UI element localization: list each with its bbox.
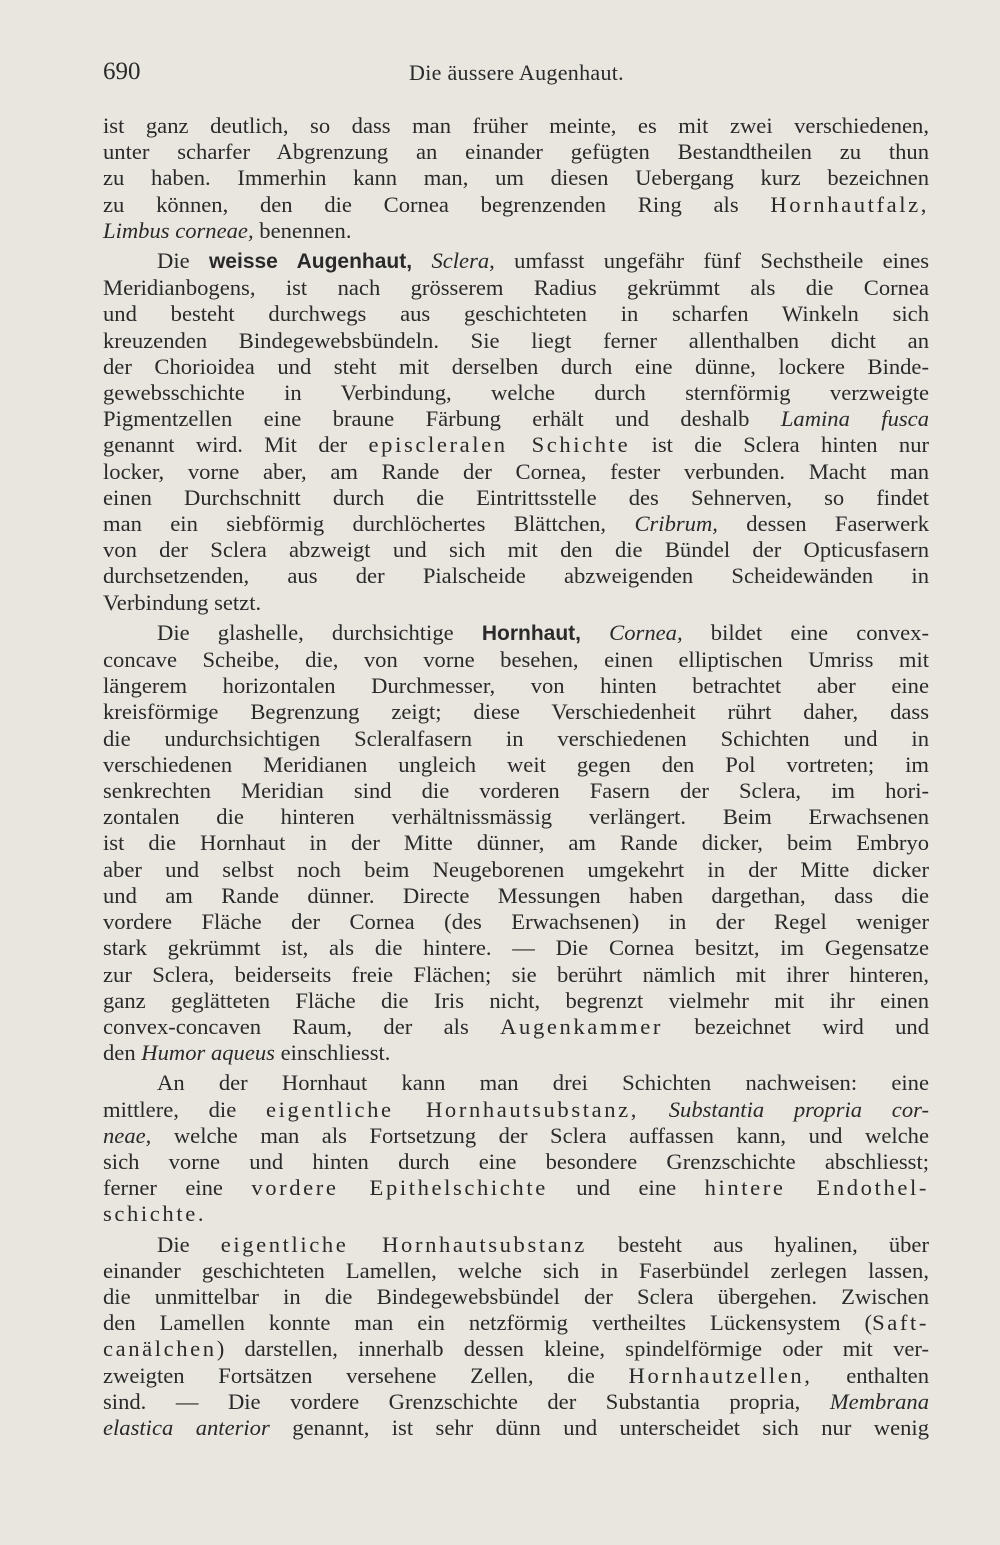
latin-term: Sclera, (431, 248, 495, 274)
bold-term: weisse Augenhaut, (208, 250, 413, 274)
text-line: Pigmentzellen eine braune Färbung erhält und deshalb Lamina fusca (103, 406, 929, 432)
text-line: neae, welche man als Fortsetzung der Sclera auffassen kann, und welche (103, 1122, 929, 1148)
text-line: kreuzenden Bindegewebsbündeln. Sie liegt ferner allenthalben dicht an (103, 327, 929, 353)
latin-term: Membrana (829, 1388, 929, 1414)
spaced-term: Hornhautzellen, (628, 1362, 813, 1388)
spaced-term: Hornhautfalz, (770, 191, 929, 217)
latin-term: Lamina fusca (780, 406, 929, 432)
text-line: zu haben. Immerhin kann man, um diesen Uebergang kurz bezeichnen (103, 165, 929, 191)
text-line: zontalen die hinteren verhältnissmässig verlängert. Beim Erwachsenen (103, 804, 929, 830)
text-line: Die weisse Augenhaut, Sclera, umfasst ungefähr fünf Sechstheile eines (157, 248, 930, 274)
spaced-term: eigentliche Hornhautsubstanz (220, 1231, 587, 1257)
bold-term: Hornhaut, (481, 621, 581, 645)
spaced-term: eigentliche Hornhautsubstanz, (265, 1096, 639, 1122)
text-line: genannt wird. Mit der episcleralen Schichte ist die Sclera hinten nur (103, 432, 930, 458)
text-line: mittlere, die eigentliche Hornhautsubstanz, Substantia propria cor- (103, 1096, 929, 1122)
text-line: und besteht durchwegs aus geschichteten in scharfen Winkeln sich (103, 301, 929, 327)
spaced-term: Augenkammer (500, 1013, 663, 1039)
text-line: der Chorioidea und steht mit derselben durch eine dünne, lockere Binde- (103, 353, 929, 379)
text-line: zu können, den die Cornea begrenzenden Ring als Hornhautfalz, (103, 191, 929, 217)
text-line: zur Sclera, beiderseits freie Flächen; sie berührt nämlich mit ihrer hinteren, (103, 961, 929, 987)
text-line: ferner eine vordere Epithelschichte und eine hintere Endothel- (103, 1175, 929, 1201)
text-line: und am Rande dünner. Directe Messungen haben dargethan, dass die (103, 882, 929, 908)
text-line: zweigten Fortsätzen versehene Zellen, die Hornhautzellen, enthalten (103, 1362, 929, 1388)
text-line: Die eigentliche Hornhautsubstanz besteht aus hyalinen, über (157, 1231, 929, 1257)
paragraph (103, 248, 929, 616)
paragraph (103, 1070, 929, 1227)
text-line: vordere Fläche der Cornea (des Erwachsenen) in der Regel weniger (103, 909, 929, 935)
page-header (103, 58, 930, 94)
page-number: 690 (103, 58, 141, 85)
spaced-term: episcleralen Schichte (368, 432, 631, 458)
text-line: den Lamellen konnte man ein netzförmig vertheiltes Lückensystem (Saft- (103, 1310, 929, 1336)
text-line: aber und selbst noch beim Neugeborenen umgekehrt in der Mitte dicker (103, 856, 929, 882)
latin-term: Humor aqueus (141, 1040, 275, 1066)
paragraph (103, 113, 929, 244)
text-line: gewebsschichte in Verbindung, welche durch sternförmig verzweigte (103, 380, 929, 406)
text-line: canälchen) darstellen, innerhalb dessen kleine, spindelförmige oder mit ver- (103, 1336, 929, 1362)
text-line: längerem horizontalen Durchmesser, von hinten betrachtet aber eine (103, 673, 929, 699)
latin-term: Substantia propria cor- (668, 1096, 929, 1122)
text-line: unter scharfer Abgrenzung an einander gefügten Bestandtheilen zu thun (103, 139, 929, 165)
text-line: Verbindung setzt. (103, 589, 262, 615)
paragraph (103, 620, 929, 1066)
spaced-term: hintere Endothel- (704, 1175, 929, 1201)
text-line: die unmittelbar in die Bindegewebsbündel der Sclera übergehen. Zwischen (103, 1283, 929, 1309)
text-line: einander geschichteten Lamellen, welche sich in Faserbündel zerlegen lassen, (103, 1257, 929, 1283)
body-text (103, 113, 929, 1441)
latin-term: neae, (103, 1122, 152, 1148)
text-line: den Humor aqueus einschliesst. (103, 1040, 391, 1066)
text-line: von der Sclera abzweigt und sich mit den die Bündel der Opticusfasern (103, 537, 929, 563)
text-line: kreisförmige Begrenzung zeigt; diese Verschiedenheit rührt daher, dass (103, 699, 929, 725)
text-line: schichte. (103, 1201, 207, 1227)
text-line: einen Durchschnitt durch die Eintrittsstelle des Sehnerven, so findet (103, 484, 929, 510)
latin-term: Cribrum, (634, 511, 718, 537)
running-head: Die äussere Augenhaut. (409, 60, 624, 85)
text-line: ist ganz deutlich, so dass man früher meinte, es mit zwei verschiedenen, (103, 113, 929, 138)
paragraph (103, 1232, 929, 1442)
text-line: sich vorne und hinten durch eine besondere Grenzschichte abschliesst; (103, 1148, 929, 1174)
text-line: ganz geglätteten Fläche die Iris nicht, begrenzt vielmehr mit ihr einen (103, 987, 929, 1013)
text-line: man ein siebförmig durchlöchertes Blättchen, Cribrum, dessen Faserwerk (103, 511, 930, 537)
text-line: concave Scheibe, die, von vorne besehen, einen elliptischen Umriss mit (103, 647, 929, 673)
latin-term: Cornea, (609, 619, 683, 645)
spaced-term: vordere Epithelschichte (251, 1175, 548, 1201)
text-line: convex-concaven Raum, der als Augenkammer bezeichnet wird und (103, 1013, 929, 1039)
text-line: verschiedenen Meridianen ungleich weit gegen den Pol vortreten; im (103, 751, 929, 777)
text-line: elastica anterior genannt, ist sehr dünn und unterscheidet sich nur wenig (103, 1414, 930, 1440)
text-line: senkrechten Meridian sind die vorderen Fasern der Sclera, im hori- (103, 778, 929, 804)
latin-term: Limbus corneae, (103, 217, 254, 243)
text-line: An der Hornhaut kann man drei Schichten nachweisen: eine (157, 1070, 929, 1096)
text-line: ist die Hornhaut in der Mitte dünner, am Rande dicker, beim Embryo (103, 830, 929, 856)
text-line: durchsetzenden, aus der Pialscheide abzweigenden Scheidewänden in (103, 563, 929, 589)
text-line: Meridianbogens, ist nach grösserem Radius gekrümmt als die Cornea (103, 275, 929, 301)
text-line: sind. — Die vordere Grenzschichte der Substantia propria, Membrana (103, 1388, 929, 1414)
latin-term: elastica anterior (103, 1414, 270, 1440)
text-line: stark gekrümmt ist, als die hintere. — Die Cornea besitzt, im Gegensatze (103, 935, 929, 961)
spaced-term: Saft- (872, 1310, 929, 1336)
text-line: Limbus corneae, benennen. (103, 217, 352, 243)
text-line: locker, vorne aber, am Rande der Cornea, fester verbunden. Macht man (103, 458, 929, 484)
text-line: die undurchsichtigen Scleralfasern in verschiedenen Schichten und in (103, 725, 929, 751)
spaced-term: canälchen (103, 1336, 217, 1362)
text-line: Die glashelle, durchsichtige Hornhaut, Cornea, bildet eine convex- (157, 619, 929, 645)
